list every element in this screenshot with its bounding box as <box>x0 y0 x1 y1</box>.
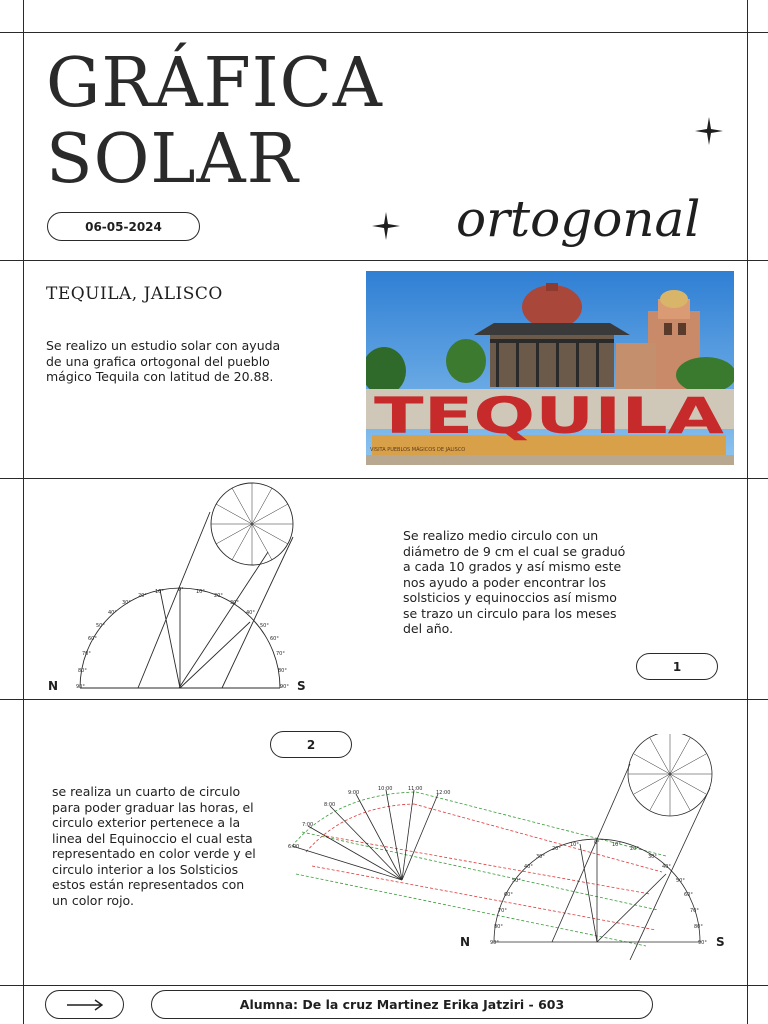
svg-text:30°: 30° <box>122 600 131 606</box>
svg-text:9:00: 9:00 <box>348 790 360 796</box>
quarter-circle-diagram <box>286 734 734 960</box>
next-button[interactable] <box>45 990 124 1019</box>
grid-line-4 <box>0 699 768 700</box>
svg-text:60°: 60° <box>684 892 693 898</box>
svg-text:20°: 20° <box>630 846 639 852</box>
svg-text:20°: 20° <box>214 593 223 599</box>
svg-text:70°: 70° <box>690 908 699 914</box>
svg-text:12:00: 12:00 <box>436 790 451 796</box>
sparkle-icon <box>372 212 400 240</box>
svg-text:90°: 90° <box>490 940 499 946</box>
svg-text:70°: 70° <box>82 651 91 657</box>
date-badge: 06-05-2024 <box>47 212 200 241</box>
svg-text:40°: 40° <box>662 864 671 870</box>
page-title-line2: SOLAR <box>46 120 299 199</box>
grid-line-5 <box>0 985 768 986</box>
svg-text:60°: 60° <box>270 636 279 642</box>
photo-sign-text: TEQUILA <box>374 387 725 445</box>
svg-text:90°: 90° <box>280 684 289 690</box>
svg-text:0°: 0° <box>594 840 600 846</box>
grid-line-1 <box>0 32 768 33</box>
svg-text:20°: 20° <box>552 846 561 852</box>
svg-text:60°: 60° <box>88 636 97 642</box>
section1-description: Se realizo medio circulo con un diámetro de 9 cm el cual se graduó a cada 10 grados y así mismo este nos ayudo a poder encontrar los solsticios y equinoccios así mismo se trazo un circulo para los meses del año. <box>403 528 626 636</box>
svg-text:30°: 30° <box>230 600 239 606</box>
svg-text:7:00: 7:00 <box>302 822 314 828</box>
svg-text:90°: 90° <box>76 684 85 690</box>
svg-text:30°: 30° <box>648 854 657 860</box>
north-label: N <box>48 679 59 693</box>
svg-text:50°: 50° <box>260 623 269 629</box>
student-name-badge: Alumna: De la cruz Martinez Erika Jatziri - 603 <box>151 990 653 1019</box>
svg-text:80°: 80° <box>78 668 87 674</box>
svg-text:80°: 80° <box>278 668 287 674</box>
page-subtitle: ortogonal <box>456 190 701 248</box>
svg-text:0°: 0° <box>178 587 184 593</box>
grid-line-right <box>747 0 748 1024</box>
svg-text:80°: 80° <box>694 924 703 930</box>
svg-text:6:00: 6:00 <box>288 844 300 850</box>
svg-text:40°: 40° <box>246 610 255 616</box>
section2-description: se realiza un cuarto de circulo para poder graduar las horas, el circulo exterior pertenece a la linea del Equinoccio el cual esta representado en color verde y el circulo interior a los Solsticios estos están representados con un color rojo. <box>52 784 256 908</box>
page-title-line1: GRÁFICA <box>46 44 383 123</box>
svg-text:20°: 20° <box>138 593 147 599</box>
sparkle-icon <box>695 117 723 145</box>
photo-caption: VISITA PUEBLOS MÁGICOS DE JALISCO <box>370 447 466 453</box>
section-1-badge: 1 <box>636 653 718 680</box>
svg-text:60°: 60° <box>504 892 513 898</box>
svg-text:10°: 10° <box>612 842 621 848</box>
grid-line-left <box>23 0 24 1024</box>
svg-text:70°: 70° <box>498 908 507 914</box>
tequila-town-photo <box>366 271 734 465</box>
svg-text:11:00: 11:00 <box>408 786 423 792</box>
section-2-badge: 2 <box>270 731 352 758</box>
svg-text:50°: 50° <box>96 623 105 629</box>
svg-text:40°: 40° <box>108 610 117 616</box>
south-label: S <box>297 679 306 693</box>
grid-line-2 <box>0 260 768 261</box>
semicircle-diagram <box>40 482 330 694</box>
south-label: S <box>716 935 725 949</box>
svg-text:10°: 10° <box>570 842 579 848</box>
svg-text:10:00: 10:00 <box>378 786 393 792</box>
svg-text:70°: 70° <box>276 651 285 657</box>
svg-text:50°: 50° <box>512 878 521 884</box>
location-heading: TEQUILA, JALISCO <box>46 284 223 304</box>
svg-text:8:00: 8:00 <box>324 802 336 808</box>
svg-text:90°: 90° <box>698 940 707 946</box>
svg-text:10°: 10° <box>155 589 164 595</box>
arrow-right-icon <box>66 999 104 1011</box>
north-label: N <box>460 935 471 949</box>
svg-text:10°: 10° <box>196 589 205 595</box>
grid-line-3 <box>0 478 768 479</box>
svg-text:50°: 50° <box>676 878 685 884</box>
svg-text:80°: 80° <box>494 924 503 930</box>
svg-text:30°: 30° <box>536 854 545 860</box>
svg-text:40°: 40° <box>524 864 533 870</box>
intro-description: Se realizo un estudio solar con ayuda de una grafica ortogonal del pueblo mágico Tequila con latitud de 20.88. <box>46 338 281 384</box>
